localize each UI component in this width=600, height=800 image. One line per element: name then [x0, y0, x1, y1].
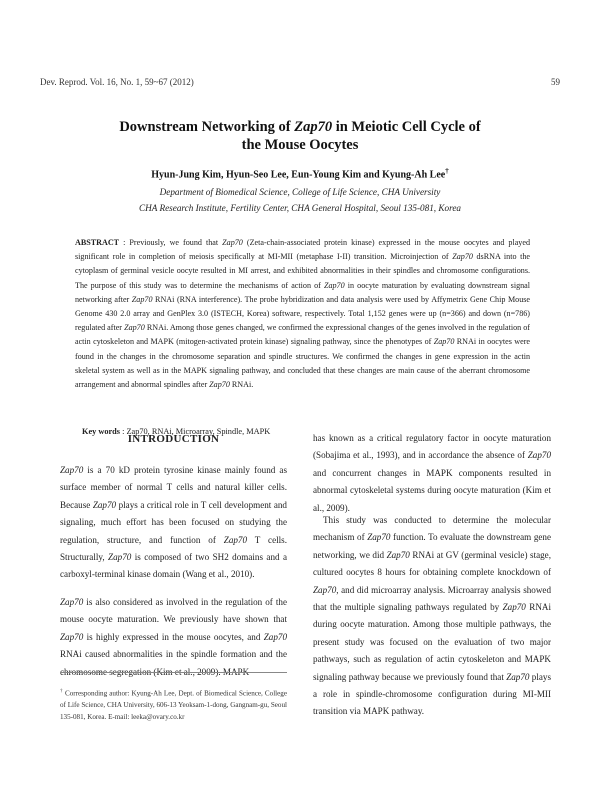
affiliation-2: CHA Research Institute, Fertility Center, CHA General Hospital, Seoul 135-081, Korea [138, 203, 462, 213]
intro-paragraph-1 [60, 462, 287, 584]
paragraph-text: and concurrent changes in MAPK components resulted in abnormal cytoskeletal systems during oocyte maturation (Kim et al., 2009). [313, 467, 551, 513]
paragraph-text: plays a role in spindle-chromosome configuration during MI-MII transition via MAPK pathway. [313, 671, 551, 717]
gene-name: Zap70 [433, 337, 455, 347]
gene-name: Zap70 [60, 597, 84, 607]
paragraph-text: function. To evaluate the downstream gene networking, we did [313, 532, 551, 560]
keywords-text: : Zap70, RNAi, Microarray, Spindle, MAPK [120, 427, 271, 436]
abstract-text: RNAi (RNA interference). The probe hybridization and data analysis were used by Affymetrix Gene Chip Mouse Genome 430 2.0 array and GenPlex 3.0 (ISTECH, Korea) software, respectively. Total 1,152 genes were up (n=366) and down (n=786) regulated after [75, 294, 530, 333]
paragraph-text: is also considered as involved in the regulation of the mouse oocyte maturation. We previously have shown that [60, 597, 287, 625]
title-gene: Zap70 [294, 119, 333, 135]
dagger-mark: † [445, 167, 449, 175]
abstract-text: in oocyte maturation by evaluating downstream signal networking after [75, 280, 530, 304]
paragraph-text: This study was conducted to determine the molecular mechanism of [313, 515, 551, 543]
intro-paragraph-3 [313, 430, 551, 517]
footnote-text: Corresponding author: Kyung-Ah Lee, Dept. of Biomedical Science, College of Life Science, CHA University, 606-13 Yeoksam-1-dong, Gangnam-gu, Seoul 135-081, Korea. E-mail: leeka@ovary.co.kr [60, 689, 287, 722]
paragraph-text: plays a critical role in T cell development and signaling, much effort has been focused on studying the regulation, structure, and function of [60, 499, 287, 545]
gene-name: Zap70 [323, 280, 345, 290]
gene-name: Zap70 [263, 631, 287, 642]
gene-name: Zap70 [124, 323, 145, 333]
intro-paragraph-2 [60, 594, 287, 681]
paragraph-text: RNAi caused abnormalities in the spindle formation and the chromosome segregation (Kim et al., 2009). MAPK [60, 649, 287, 677]
affiliation-1: Department of Biomedical Science, College of Life Science, CHA University [159, 187, 441, 197]
abstract-label: ABSTRACT [75, 238, 120, 247]
abstract-text: : Previously, we found that [119, 238, 223, 247]
title-part2: in Meiotic Cell Cycle of [332, 119, 481, 135]
gene-name: Zap70 [60, 631, 84, 642]
corresponding-author-footnote [60, 686, 287, 723]
paragraph-text: T cells. Structurally, [60, 534, 287, 563]
paragraph-text: RNAi during oocyte maturation. Among those multiple pathways, the present study was focused on the evaluation of two major pathways, such as regulation of actin cytoskeleton and MAPK signaling pathway because we previously found that [313, 602, 551, 682]
section-heading-introduction: INTRODUCTION [127, 433, 220, 445]
abstract-text: RNAi. Among those genes changed, we confirmed the expressional changes of the genes involved in the regulation of actin cytoskeleton and MAPK (mitogen-activated protein kinase) signaling pathway, since the phenotypes of [75, 323, 530, 347]
paragraph-text: has known as a critical regulatory factor in oocyte maturation (Sobajima et al., 1993), and in accordance the absence of [313, 433, 551, 461]
footnote-marker: † [60, 689, 63, 694]
gene-name: Zap70 [131, 294, 153, 304]
gene-name: Zap70 [108, 552, 132, 563]
paper-title [40, 118, 560, 154]
gene-name: Zap70 [313, 584, 337, 595]
author-list [40, 167, 560, 180]
abstract-text: RNAi. [229, 380, 254, 390]
title-line2: the Mouse Oocytes [241, 137, 359, 153]
gene-name: Zap70 [222, 238, 243, 247]
gene-name: Zap70 [527, 450, 551, 461]
gene-name: Zap70 [92, 499, 117, 510]
paragraph-text: is a 70 kD protein tyrosine kinase mainly found as surface member of normal T cells and natural killer cells. Because [60, 465, 287, 510]
footnote-divider [60, 672, 287, 673]
abstract [75, 236, 530, 392]
abstract-text: (Zeta-chain-associated protein kinase) expressed in the mouse oocytes and played significant role in completion of meiosis specifically at MI-MII (metaphase I-II) transition. Microinjection of [75, 238, 530, 262]
gene-name: Zap70 [506, 671, 530, 682]
gene-name: Zap70 [367, 532, 391, 543]
gene-name: Zap70 [502, 602, 526, 613]
paragraph-text: is highly expressed in the mouse oocytes, and [83, 631, 264, 642]
keywords-label: Key words [82, 427, 121, 436]
page-number: 59 [551, 77, 560, 87]
title-part1: Downstream Networking of [119, 119, 295, 135]
intro-paragraph-4 [313, 512, 551, 721]
paragraph-text: is composed of two SH2 domains and a carboxyl-terminal kinase domain (Wang et al., 2010). [60, 552, 287, 580]
paragraph-text: RNAi at GV (germinal vesicle) stage, cultured oocytes 8 hours for obtaining complete knockdown of [313, 549, 551, 578]
author-names: Hyun-Jung Kim, Hyun-Seo Lee, Eun-Young Kim and Kyung-Ah Lee [151, 169, 446, 181]
gene-name: Zap70 [386, 549, 410, 560]
gene-name: Zap70 [452, 252, 473, 262]
abstract-text: dsRNA into the cytoplasm of germinal vesicle oocyte resulted in MI arrest, and exhibited abnormalities in their spindles and chromosome configurations. The purpose of this study was to determine the mechanisms of action of [75, 252, 530, 290]
gene-name: Zap70 [60, 465, 84, 475]
abstract-text: RNAi in oocytes were found in the changes in the chromosome separation and spindle structures. We confirmed the changes in gene expression in the actin skeletal system as well as in the MAPK signaling pathway, and concluded that these changes are main cause of the aberrant chromosome arrangement and abnormal spindles after [75, 337, 530, 390]
gene-name: Zap70 [223, 534, 248, 545]
paragraph-text: , and did microarray analysis. Microarray analysis showed that the multiple signaling pathways regulated by [313, 584, 551, 613]
gene-name: Zap70 [209, 380, 230, 390]
running-head-journal: Dev. Reprod. Vol. 16, No. 1, 59~67 (2012) [40, 77, 194, 87]
